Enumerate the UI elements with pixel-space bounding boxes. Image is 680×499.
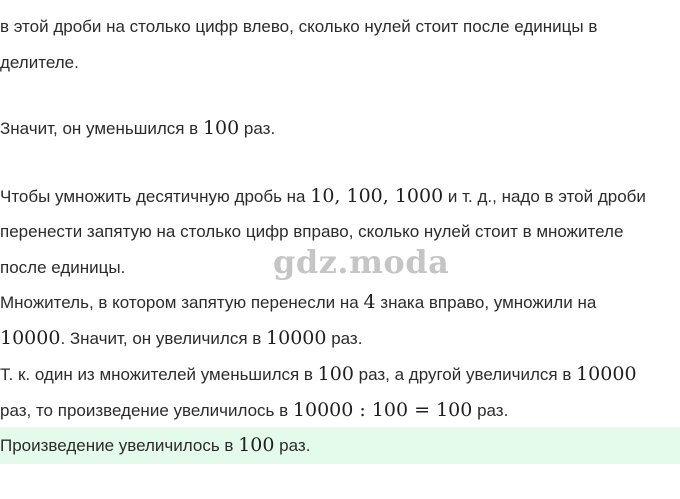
- text: Т. к. один из множителей уменьшился в: [0, 365, 318, 384]
- text: раз, то произведение увеличилось в: [0, 401, 293, 420]
- text: раз.: [472, 401, 509, 420]
- text-line-1: [0, 15, 597, 39]
- text: раз.: [274, 436, 311, 455]
- text-line-9: [0, 362, 637, 386]
- text: Чтобы умножить десятичную дробь на: [0, 187, 311, 206]
- text: перенести запятую на столько цифр вправо, сколько нулей стоит в множителе: [0, 222, 624, 241]
- text-line-2: [0, 51, 79, 75]
- text: в этой дроби на столько цифр влево, сколько нулей стоит после единицы в: [0, 17, 598, 36]
- text: и т. д., надо в этой дроби: [443, 187, 646, 206]
- math-value: 10000: [576, 363, 637, 385]
- text: Множитель, в котором запятую перенесли на: [0, 293, 364, 312]
- text: раз.: [239, 119, 276, 138]
- text: после единицы.: [0, 258, 126, 277]
- text: делителе.: [0, 53, 79, 72]
- watermark-logo: gdz.moda: [273, 243, 450, 281]
- math-value: 100: [317, 363, 354, 385]
- text-line-8: [0, 326, 362, 350]
- math-value: 10000: [266, 327, 327, 349]
- text-line-6: [0, 256, 125, 280]
- text-line-4: [0, 184, 646, 208]
- text: Значит, он уменьшился в: [0, 119, 203, 138]
- text-line-10: [0, 398, 508, 422]
- math-value: 10000: [0, 327, 61, 349]
- text: раз.: [326, 329, 363, 348]
- text: раз, а другой увеличился в: [353, 365, 577, 384]
- math-expression: 10000 : 100 = 100: [292, 399, 473, 421]
- text-line-5: [0, 220, 623, 244]
- math-value: 4: [363, 291, 376, 313]
- math-value: 10, 100, 1000: [310, 185, 444, 207]
- math-value: 100: [238, 434, 275, 456]
- math-value: 100: [202, 117, 240, 139]
- text-line-3: [0, 116, 275, 140]
- text: . Значит, он увеличился в: [60, 329, 267, 348]
- answer-line: [0, 433, 310, 457]
- text: знака вправо, умножили на: [375, 293, 597, 312]
- text-line-7: [0, 290, 596, 314]
- text: Произведение увеличилось в: [0, 436, 239, 455]
